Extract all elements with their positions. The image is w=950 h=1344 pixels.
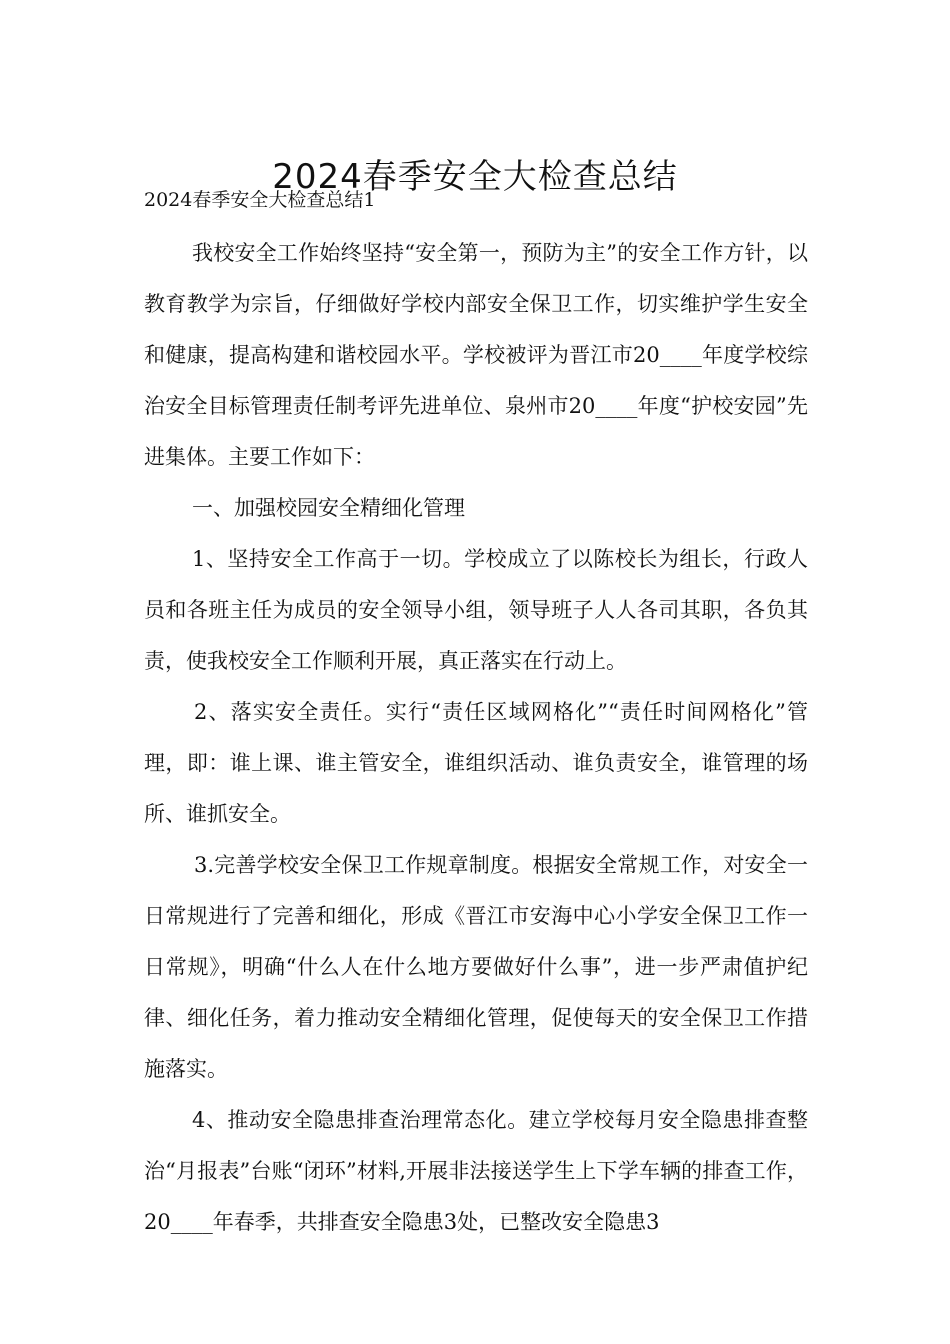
paragraph-intro: 我校安全工作始终坚持“安全第一，预防为主”的安全工作方针，以教育教学为宗旨，仔细做好学校内部安全保卫工作，切实维护学生安全和健康，提高构建和谐校园水平。学校被评为晋江市20____年度学校综治安全目标管理责任制考评先进单位、泉州市20____年度“护校安园”先进集体。主要工作如下： [144, 241, 808, 469]
document-body [144, 228, 808, 1248]
paragraph-item-1: 1、坚持安全工作高于一切。学校成立了以陈校长为组长，行政人员和各班主任为成员的安全领导小组，领导班子人人各司其职，各负其责，使我校安全工作顺利开展，真正落实在行动上。 [144, 547, 808, 673]
paragraph-item-2: 2、落实安全责任。实行“责任区域网格化”“责任时间网格化”管理，即：谁上课、谁主管安全，谁组织活动、谁负责安全，谁管理的场所、谁抓安全。 [144, 700, 808, 826]
document-title: 2024春季安全大检查总结 [272, 156, 678, 197]
paragraph-item-3: 3.完善学校安全保卫工作规章制度。根据安全常规工作，对安全一日常规进行了完善和细化，形成《晋江市安海中心小学安全保卫工作一日常规》，明确“什么人在什么地方要做好什么事”，进一步严肃值护纪律、细化任务，着力推动安全精细化管理，促使每天的安全保卫工作措施落实。 [144, 853, 808, 1081]
document-subtitle: 2024春季安全大检查总结1 [144, 189, 376, 211]
paragraph-item-4: 4、推动安全隐患排查治理常态化。建立学校每月安全隐患排查整治“月报表”台账“闭环”材料,开展非法接送学生上下学车辆的排查工作，20____年春季，共排查安全隐患3处，已整改安全隐患3 [144, 1108, 808, 1234]
section-heading: 一、加强校园安全精细化管理 [192, 496, 465, 520]
